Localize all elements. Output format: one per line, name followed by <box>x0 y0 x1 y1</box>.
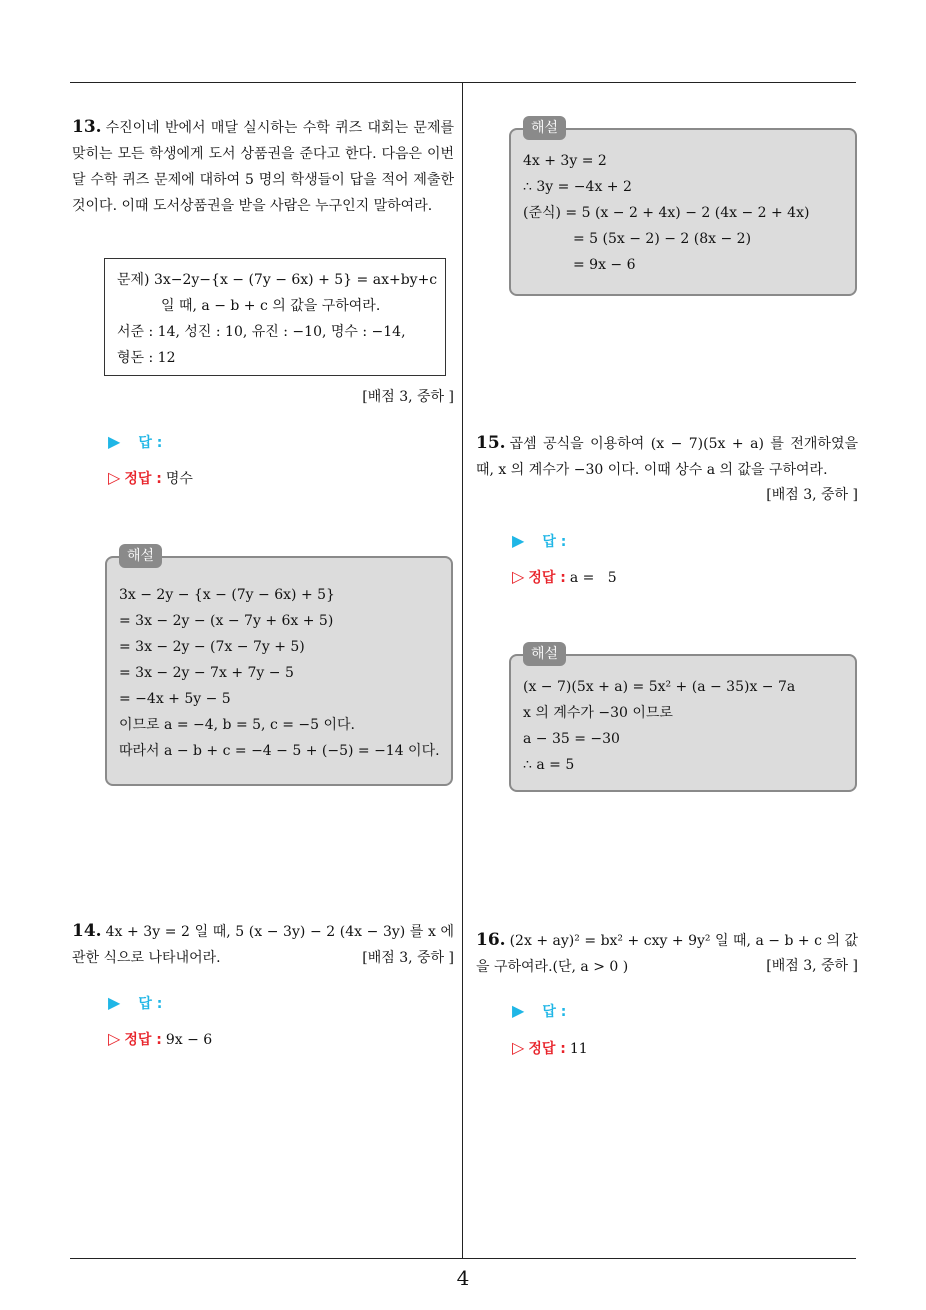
question-15 <box>476 430 858 483</box>
answer-label: 답 : <box>542 1004 567 1020</box>
solution-line: = 3x − 2y − (x − 7y + 6x + 5) <box>119 613 334 629</box>
solution-line: = 3x − 2y − 7x + 7y − 5 <box>119 665 294 681</box>
answer-label: 답 : <box>138 435 163 451</box>
page-number: 4 <box>456 1266 470 1290</box>
solution-box <box>509 646 857 792</box>
solution-box <box>105 548 453 786</box>
solution-tag: 해설 <box>523 642 566 666</box>
answer-label: 답 : <box>542 534 567 550</box>
solution-box <box>509 120 857 296</box>
outline-play-icon: ▷ <box>108 1029 121 1048</box>
question-number: 16. <box>476 930 506 950</box>
score-label: [배점 3, 중하 ] <box>766 487 858 503</box>
top-rule <box>70 82 856 83</box>
solution-line: x 의 계수가 −30 이므로 <box>523 705 673 721</box>
box-line: 형돈 : 12 <box>117 350 176 366</box>
solution-line: = 5 (5x − 2) − 2 (8x − 2) <box>573 231 752 247</box>
solution-line: = −4x + 5y − 5 <box>119 691 231 707</box>
correct-label: 정답 : <box>124 471 162 487</box>
question-text: 곱셈 공식을 이용하여 (x − 7)(5x + a) 를 전개하였을 때, x 의 계수가 −30 이다. 이때 상수 a 의 값을 구하여라. <box>476 436 858 478</box>
question-text: 수진이네 반에서 매달 실시하는 수학 퀴즈 대회는 문제를 맞히는 모든 학생에게 도서 상품권을 준다고 한다. 다음은 이번 달 수학 퀴즈 문제에 대하여 5 명의 학생들이 답을 적어 제출한 것이다. 이때 도서상품권을 받을 사람은 누구인지 말하여라. <box>72 120 454 214</box>
solution-line: ∴ 3y = −4x + 2 <box>523 179 632 195</box>
box-line: 일 때, a − b + c 의 값을 구하여라. <box>161 298 381 314</box>
correct-answer-row <box>512 1038 588 1058</box>
answer-row <box>512 1001 566 1021</box>
box-line: 서준 : 14, 성진 : 10, 유진 : −10, 명수 : −14, <box>117 324 406 340</box>
correct-label: 정답 : <box>528 570 566 586</box>
solution-line: = 9x − 6 <box>573 257 636 273</box>
solution-line: (x − 7)(5x + a) = 5x² + (a − 35)x − 7a <box>523 679 796 695</box>
box-line: 문제) 3x−2y−{x − (7y − 6x) + 5} = ax+by+c <box>117 272 438 288</box>
solution-line: 따라서 a − b + c = −4 − 5 + (−5) = −14 이다. <box>119 743 440 759</box>
solution-line: 4x + 3y = 2 <box>523 153 607 169</box>
answer-row <box>108 993 162 1013</box>
solution-line: a − 35 = −30 <box>523 731 620 747</box>
outline-play-icon: ▷ <box>108 468 121 487</box>
answer-row <box>108 432 162 452</box>
score-label: [배점 3, 중하 ] <box>766 958 858 974</box>
play-icon: ▶ <box>512 531 525 550</box>
question-number: 13. <box>72 117 102 137</box>
correct-value: a = 5 <box>569 570 617 586</box>
answer-row <box>512 531 566 551</box>
solution-line: = 3x − 2y − (7x − 7y + 5) <box>119 639 305 655</box>
correct-answer-row <box>108 1029 212 1049</box>
correct-label: 정답 : <box>124 1032 162 1048</box>
play-icon: ▶ <box>108 432 121 451</box>
solution-line: 3x − 2y − {x − (7y − 6x) + 5} <box>119 587 335 603</box>
play-icon: ▶ <box>512 1001 525 1020</box>
play-icon: ▶ <box>108 993 121 1012</box>
correct-label: 정답 : <box>528 1041 566 1057</box>
problem-box <box>104 258 446 376</box>
correct-value: 11 <box>569 1041 588 1057</box>
question-13 <box>72 114 454 219</box>
solution-tag: 해설 <box>523 116 566 140</box>
solution-line: (준식) = 5 (x − 2 + 4x) − 2 (4x − 2 + 4x) <box>523 205 810 221</box>
solution-tag: 해설 <box>119 544 162 568</box>
solution-line: ∴ a = 5 <box>523 757 575 773</box>
correct-answer-row <box>108 468 193 488</box>
outline-play-icon: ▷ <box>512 1038 525 1057</box>
question-text: 4x + 3y = 2 일 때, 5 (x − 3y) − 2 (4x − 3y) 를 x 에 관한 식으로 나타내어라. <box>72 924 454 966</box>
score-label: [배점 3, 중하 ] <box>362 389 454 405</box>
question-number: 15. <box>476 433 506 453</box>
correct-value: 명수 <box>165 471 193 487</box>
solution-line: 이므로 a = −4, b = 5, c = −5 이다. <box>119 717 355 733</box>
question-number: 14. <box>72 921 102 941</box>
correct-answer-row <box>512 567 617 587</box>
correct-value: 9x − 6 <box>165 1032 213 1048</box>
column-divider <box>462 82 463 1258</box>
bottom-rule <box>70 1258 856 1259</box>
answer-label: 답 : <box>138 996 163 1012</box>
score-label: [배점 3, 중하 ] <box>362 950 454 966</box>
outline-play-icon: ▷ <box>512 567 525 586</box>
question-text: (2x + ay)² = bx² + cxy + 9y² 일 때, a − b + c 의 값을 구하여라.(단, a > 0 ) <box>476 933 858 975</box>
